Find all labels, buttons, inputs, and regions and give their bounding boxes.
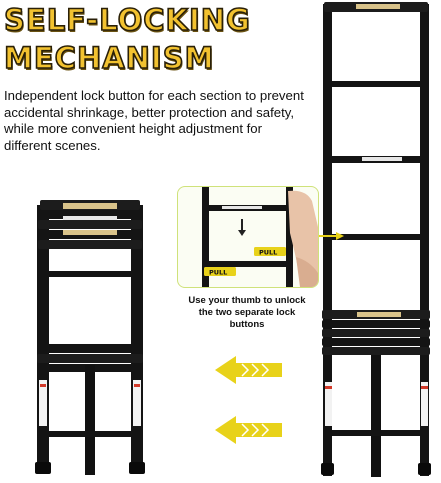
callout-caption: Use your thumb to unlock the two separate lock buttons bbox=[188, 295, 306, 330]
heading-line-1: SELF-LOCKING bbox=[4, 3, 251, 37]
pull-label-1: PULL bbox=[259, 248, 278, 257]
telescopic-ladder-collapsed-icon bbox=[35, 200, 145, 475]
pull-label-2: PULL bbox=[209, 268, 228, 277]
heading-line-2: MECHANISM bbox=[4, 41, 215, 75]
direction-arrow-icon bbox=[215, 416, 282, 444]
telescopic-ladder-extended-icon bbox=[321, 2, 431, 477]
lock-button-closeup-icon bbox=[178, 187, 318, 287]
lock-button-closeup bbox=[177, 186, 319, 288]
feature-description: Independent lock button for each section to prevent accidental shrinkage, better protection and safety, while more convenient height adjustment for different scenes. bbox=[4, 88, 304, 153]
direction-arrow-icon bbox=[215, 356, 282, 384]
